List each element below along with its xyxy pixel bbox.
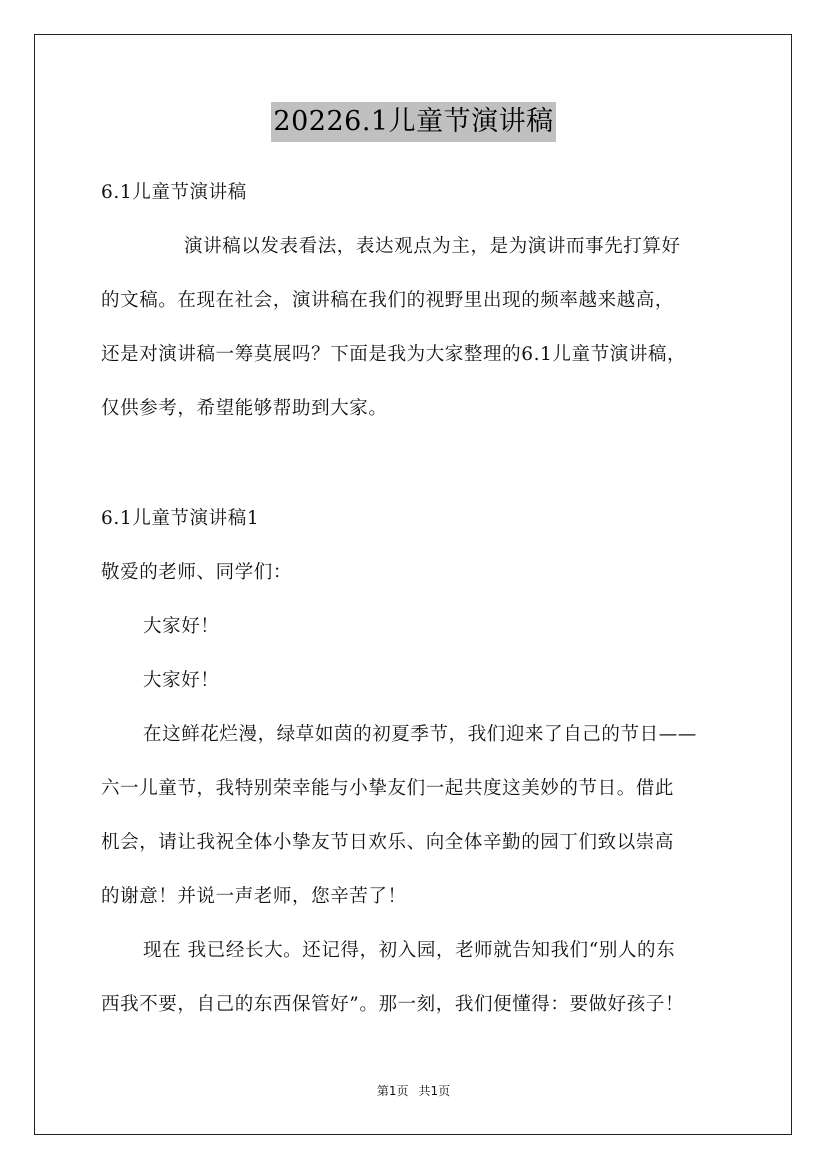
paragraph-line: 在这鲜花烂漫，绿草如茵的初夏季节，我们迎来了自己的节日——	[143, 724, 697, 745]
salutation: 敬爱的老师、同学们：	[101, 562, 293, 583]
paragraph-line: 六一儿童节，我特别荣幸能与小挚友们一起共度这美妙的节日。借此	[101, 778, 675, 799]
greeting: 大家好！	[143, 670, 220, 691]
page-total: 共1页	[418, 1084, 451, 1098]
section-heading: 6.1儿童节演讲稿1	[101, 508, 260, 529]
title-block	[0, 102, 827, 142]
paragraph-line: 机会，请让我祝全体小挚友节日欢乐、向全体辛勤的园丁们致以崇高	[101, 832, 675, 853]
document-title: 20226.1儿童节演讲稿	[271, 102, 555, 142]
page-number: 第1页	[376, 1084, 409, 1098]
intro-line: 还是对演讲稿一筹莫展吗？下面是我为大家整理的6.1儿童节演讲稿，	[101, 344, 687, 365]
paragraph-line: 西我不要，自己的东西保管好”。那一刻，我们便懂得：要做好孩子！	[101, 994, 685, 1015]
intro-line: 仅供参考，希望能够帮助到大家。	[101, 398, 388, 419]
intro-line: 的文稿。在现在社会，演讲稿在我们的视野里出现的频率越来越高，	[101, 290, 675, 311]
page-footer	[0, 1082, 827, 1100]
subtitle: 6.1儿童节演讲稿	[101, 182, 247, 203]
intro-line: 演讲稿以发表看法，表达观点为主，是为演讲而事先打算好	[184, 236, 681, 257]
greeting: 大家好！	[143, 616, 220, 637]
paragraph-line: 的谢意！并说一声老师，您辛苦了！	[101, 886, 407, 907]
paragraph-line: 现在 我已经长大。还记得，初入园，老师就告知我们“别人的东	[143, 940, 676, 961]
